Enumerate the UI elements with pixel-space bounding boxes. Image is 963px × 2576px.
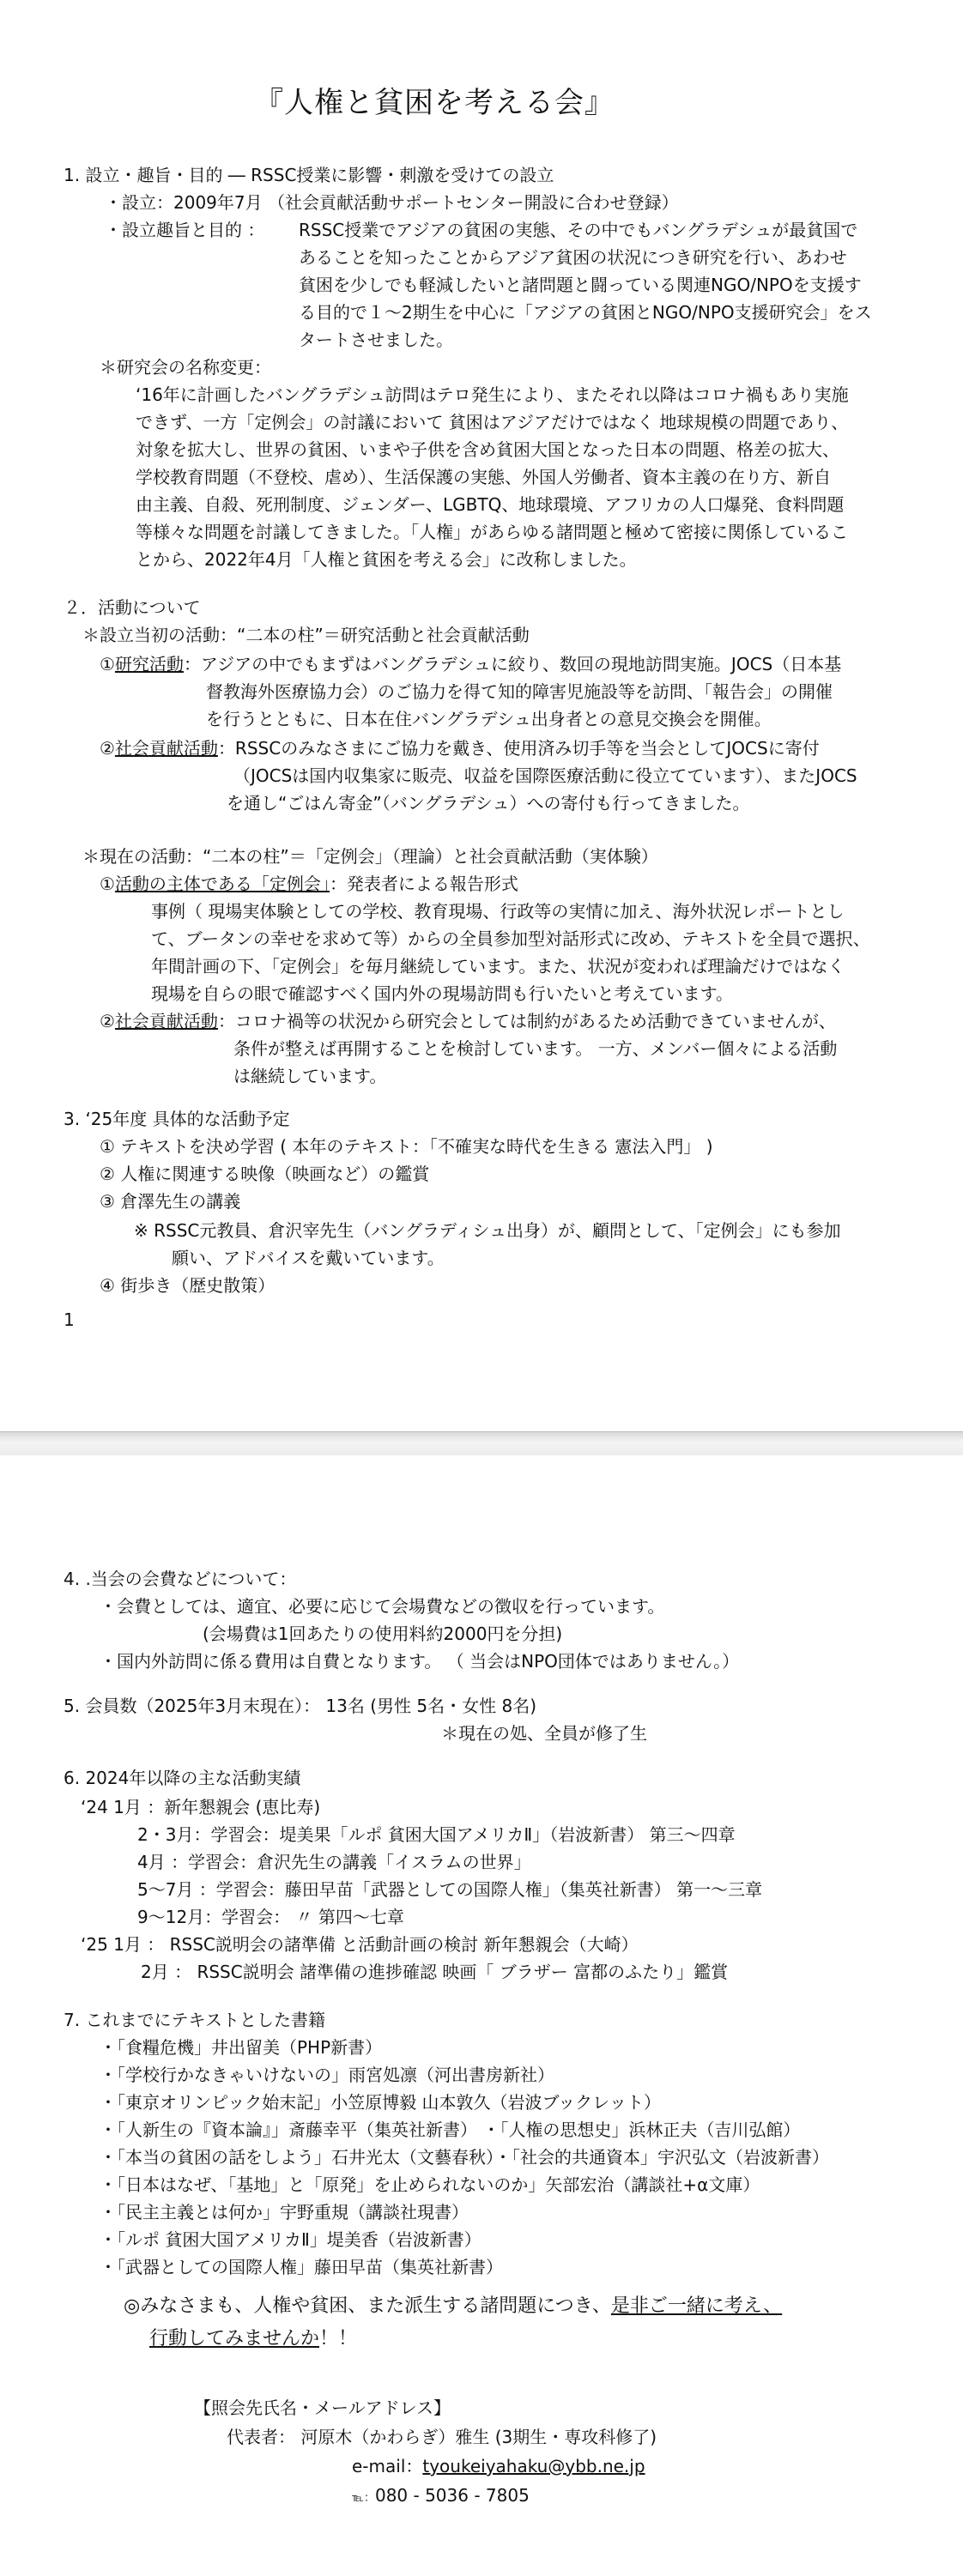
book-item: ・「東京オリンピック始末記」小笠原博毅 山本敦久（岩波ブックレット） bbox=[100, 2092, 661, 2113]
section-4-heading: 4. .当会の会費などについて： bbox=[64, 1569, 297, 1589]
section-2-heading: ２．活動について bbox=[64, 597, 201, 618]
rename-line: 等様々な問題を討議してきました。「人権」があらゆる諸問題と極めて密接に関係しているこ bbox=[136, 522, 848, 542]
activity-row: 2・3月：学習会：堤美果「ルポ 貧困大国アメリカⅡ」（岩波新書） 第三～四章 bbox=[137, 1824, 736, 1845]
book-item: ・「学校行かなきゃいけないの」雨宮処凛（河出書房新社） bbox=[100, 2065, 554, 2085]
purpose-line: RSSC授業でアジアの貧困の実態、その中でもバングラデシュが最貧国で bbox=[299, 220, 858, 240]
plan-note-line: 願い、アドバイスを戴いています。 bbox=[172, 1248, 445, 1268]
purpose-label: ・設立趣旨と目的 ： bbox=[105, 220, 265, 240]
fee-line: (会場費は1回あたりの使用料約2000円を分担) bbox=[203, 1624, 563, 1644]
section-6-heading: 6. 2024年以降の主な活動実績 bbox=[64, 1768, 301, 1788]
book-item: ・「ルポ 貧困大国アメリカⅡ」堤美香（岩波新書） bbox=[100, 2229, 482, 2250]
book-item: ・「本当の貧困の話をしよう」石井光太（文藝春秋）・「社会的共通資本」宇沢弘文（岩波新書） bbox=[100, 2147, 829, 2168]
purpose-line: タートさせました。 bbox=[299, 330, 453, 350]
research-line: 督教海外医療協力会）のご協力を得て知的障害児施設等を訪問、「報告会」の開催 bbox=[206, 681, 833, 702]
current1-line: 現場を自らの眼で確認すべく国内外の現場訪問も行いたいと考えています。 bbox=[151, 983, 733, 1004]
social-line: （JOCSは国内収集家に販売、収益を国際医療活動に役立てています）、またJOCS bbox=[233, 765, 857, 786]
contact-email-row: e-mail：tyoukeiyahaku@ybb.ne.jp bbox=[352, 2456, 645, 2476]
fee-line: ・国内外訪問に係る費用は自費となります。 （ 当会はNPO団体ではありません。） bbox=[100, 1651, 740, 1672]
current-activity-1: ①活動の主体である「定例会」：発表者による報告形式 bbox=[100, 874, 518, 894]
section-3-heading: 3. ‘25年度 具体的な活動予定 bbox=[64, 1109, 290, 1129]
purpose-line: 貧困を少しでも軽減したいと諸問題と闘っている関連NGO/NPOを支援す bbox=[299, 275, 862, 295]
contact-heading: 【照会先氏名・メールアドレス】 bbox=[194, 2398, 451, 2418]
current2-line: は継続しています。 bbox=[233, 1066, 387, 1086]
section-7-heading: 7. これまでにテキストとした書籍 bbox=[64, 2010, 326, 2030]
plan-item: ④ 街歩き（歴史散策） bbox=[100, 1275, 276, 1296]
activity-row: 9～12月：学習会： 〃 第四～七章 bbox=[137, 1907, 404, 1927]
page-title: 『人権と貧困を考える会』 bbox=[254, 86, 615, 120]
research-activity: ①研究活動：アジアの中でもまずはバングラデシュに絞り、数回の現地訪問実施。JOCS（日本基 bbox=[100, 654, 842, 674]
section-5-heading: 5. 会員数（2025年3月末現在）： 13名 (男性 5名・女性 8名) bbox=[64, 1696, 536, 1716]
plan-note-line: ※ RSSC元教員、倉沢宰先生（バングラディシュ出身）が、顧問として、「定例会」にも参加 bbox=[134, 1220, 841, 1241]
closing-line-1: ◎みなさまも、人権や貧困、また派生する諸問題につき、是非ご一緒に考え、 bbox=[124, 2295, 783, 2317]
page-number: 1 bbox=[64, 1309, 75, 1330]
email-link[interactable]: tyoukeiyahaku@ybb.ne.jp bbox=[422, 2456, 645, 2476]
book-item: ・「食糧危機」井出留美（PHP新書） bbox=[100, 2037, 383, 2058]
members-note: ＊現在の処、全員が修了生 bbox=[441, 1723, 647, 1744]
closing-line-2: 行動してみませんか！！ bbox=[149, 2328, 358, 2349]
rename-line: ‘16年に計画したバングラデシュ訪問はテロ発生により、またそれ以降はコロナ禍もあり実施 bbox=[136, 384, 849, 405]
current1-line: 年間計画の下、「定例会」を毎月継続しています。また、状況が変われば理論だけではなく bbox=[151, 956, 845, 977]
initial-activity-label: ＊設立当初の活動：“二本の柱”＝研究活動と社会貢献活動 bbox=[82, 625, 530, 645]
social-activity: ②社会貢献活動：RSSCのみなさまにご協力を戴き、使用済み切手等を当会としてJOCSに寄付 bbox=[100, 738, 820, 759]
book-item: ・「武器としての国際人権」藤田早苗（集英社新書） bbox=[100, 2257, 503, 2277]
rename-line: 由主義、自殺、死刑制度、ジェンダー、LGBTQ、地球環境、アフリカの人口爆発、食料問題 bbox=[136, 494, 845, 515]
rename-line: 対象を拡大し、世界の貧困、いまや子供を含め貧困大国となった日本の問題、格差の拡大、 bbox=[136, 439, 839, 460]
purpose-line: る目的で１～2期生を中心に「アジアの貧困とNGO/NPO支援研究会」をス bbox=[299, 302, 872, 323]
page-separator bbox=[0, 1431, 963, 1457]
current1-line: 事例（ 現場実体験としての学校、教育現場、行政等の実情に加え、海外状況レポートとし bbox=[151, 901, 845, 922]
current-activity-label: ＊現在の活動：“二本の柱”＝「定例会」（理論）と社会貢献活動（実体験） bbox=[82, 846, 658, 867]
current2-line: 条件が整えば再開することを検討しています。 一方、メンバー個々による活動 bbox=[233, 1038, 838, 1059]
plan-item: ③ 倉澤先生の講義 bbox=[100, 1191, 241, 1212]
activity-row: 5～7月 ：学習会：藤田早苗「武器としての国際人権」（集英社新書） 第一～三章 bbox=[137, 1879, 763, 1900]
contact-tel-row: ℡：080 - 5036 - 7805 bbox=[352, 2485, 530, 2506]
activity-row: 4月 ：学習会：倉沢先生の講義「イスラムの世界」 bbox=[137, 1852, 531, 1872]
contact-representative: 代表者： 河原木（かわらぎ）雅生 (3期生・専攻科修了) bbox=[227, 2427, 657, 2447]
rename-line: できず、一方「定例会」の討議において 貧困はアジアだけではなく 地球規模の問題であり、 bbox=[136, 412, 849, 432]
plan-item: ① テキストを決め学習 ( 本年のテキスト：「不確実な時代を生きる 憲法入門」 ) bbox=[100, 1136, 713, 1157]
fee-line: ・会費としては、適宜、必要に応じて会場費などの徴収を行っています。 bbox=[100, 1596, 665, 1617]
activity-row: 2月 ： RSSC説明会 諸準備の進捗確認 映画「 ブラザー 富都のふたり」鑑賞 bbox=[141, 1962, 729, 1982]
section-1-heading: 1. 設立・趣旨・目的 ― RSSC授業に影響・刺激を受けての設立 bbox=[64, 165, 554, 185]
research-line: を行うとともに、日本在住バングラデシュ出身者との意見交換会を開催。 bbox=[206, 709, 772, 729]
document-page-2 bbox=[0, 1455, 963, 2576]
activity-row: ‘25 1月 ： RSSC説明会の諸準備 と活動計画の検討 新年懇親会（大崎） bbox=[81, 1934, 639, 1955]
social-line: を通し“ごはん寄金”（バングラデシュ）への寄付も行ってきました。 bbox=[227, 793, 750, 813]
purpose-line: あることを知ったことからアジア貧困の状況につき研究を行い、あわせ bbox=[299, 247, 847, 268]
activity-row: ‘24 1月 ：新年懇親会 (恵比寿) bbox=[81, 1797, 321, 1817]
plan-item: ② 人権に関連する映像（映画など）の鑑賞 bbox=[100, 1164, 430, 1184]
book-item: ・「民主主義とは何か」宇野重規（講談社現書） bbox=[100, 2202, 469, 2222]
rename-line: とから、2022年4月「人権と貧困を考える会」に改称しました。 bbox=[136, 549, 637, 570]
book-item: ・「日本はなぜ、「基地」と「原発」を止められないのか」矢部宏治（講談社+α文庫） bbox=[100, 2174, 760, 2195]
current-activity-2: ②社会貢献活動：コロナ禍等の状況から研究会としては制約があるため活動できていませんが、 bbox=[100, 1011, 836, 1031]
founded-line: ・設立：2009年7月 （社会貢献活動サポートセンター開設に合わせ登録） bbox=[105, 192, 679, 213]
book-item: ・「人新生の『資本論』」斎藤幸平（集英社新書） ・「人権の思想史」浜林正夫（吉川弘館） bbox=[100, 2119, 801, 2140]
rename-line: 学校教育問題（不登校、虐め）、生活保護の実態、外国人労働者、資本主義の在り方、新自 bbox=[136, 467, 831, 487]
current1-line: て、ブータンの幸せを求めて等）からの全員参加型対話形式に改め、テキストを全員で選択、 bbox=[151, 928, 870, 949]
rename-label: ＊研究会の名称変更： bbox=[100, 357, 271, 378]
